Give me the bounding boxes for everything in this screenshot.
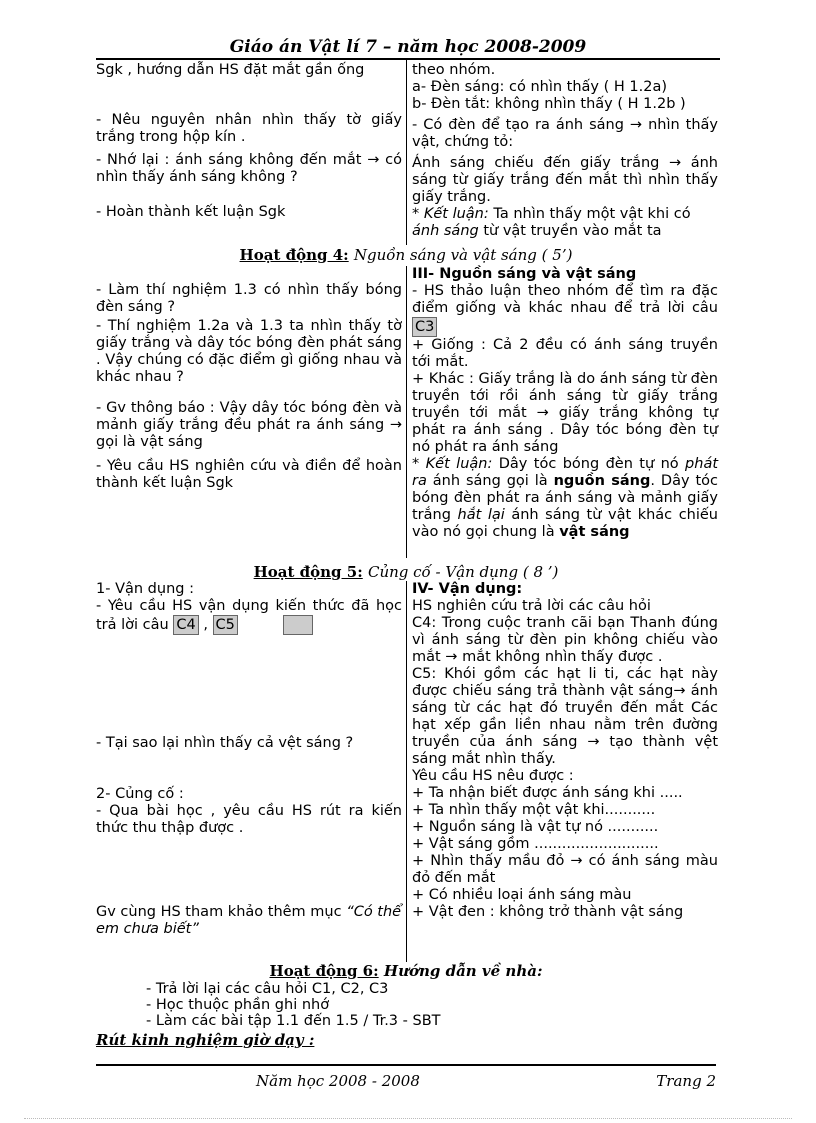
- sec1-left-text: - Hoàn thành kết luận Sgk: [96, 204, 286, 220]
- act4-left-text: - Thí nghiệm 1.2a và 1.3 ta nhìn thấy tờ giấy trắng và dây tóc bóng đèn phát sáng . Vậy chúng có đặc điểm gì giống nhau và khác nhau ?: [96, 318, 402, 385]
- activity-label: Hoạt động 5:: [253, 563, 363, 581]
- act4-right-text: + Khác : Giấy trắng là do ánh sáng từ đèn truyền tới rồi ánh sáng từ giấy trắng truyền tới mắt → giấy trắng không tự phát ra ánh sáng . Dây tóc bóng đèn tự nó phát ra ánh sáng: [412, 371, 718, 455]
- conclusion-label: * Kết luận:: [412, 456, 493, 472]
- act4-left-text: - Làm thí nghiệm 1.3 có nhìn thấy bóng đèn sáng ?: [96, 282, 402, 315]
- lesson-review-label: Rút kinh nghiệm giờ dạy :: [96, 1031, 315, 1049]
- activity-title: Củng cố - Vận dụng ( 8 ’): [367, 563, 559, 581]
- list-item: + Ta nhận biết được ánh sáng khi .....: [412, 785, 683, 801]
- conclusion-italic: hắt lại: [457, 507, 505, 523]
- conclusion-label: * Kết luận:: [412, 206, 489, 222]
- conclusion-text: Dây tóc bóng đèn tự nó: [498, 456, 679, 472]
- separator: ,: [203, 617, 208, 633]
- list-item: + Ta nhìn thấy một vật khi...........: [412, 802, 656, 818]
- homework-item: - Trả lời lại các câu hỏi C1, C2, C3: [146, 981, 389, 997]
- act5-left-text: 1- Vận dụng :: [96, 581, 194, 597]
- conclusion-bold: nguồn sáng: [553, 473, 651, 489]
- lesson-review-heading: [96, 1031, 314, 1049]
- page-bottom-rule: [24, 1118, 792, 1119]
- activity-6-title: [96, 962, 716, 980]
- section-heading: IV- Vận dụng:: [412, 581, 523, 597]
- act5-ask: Yêu cầu HS nêu được :: [412, 768, 574, 784]
- list-item: + Vật sáng gồm ...........................: [412, 836, 659, 852]
- act5-left-text: - Qua bài học , yêu cầu HS rút ra kiến thức thu thập được .: [96, 803, 402, 836]
- column-divider: [406, 266, 407, 558]
- conclusion-italic: phát ra: [412, 456, 719, 489]
- activity-label: Hoạt động 4:: [239, 246, 349, 264]
- page-header: Giáo án Vật lí 7 – năm học 2008-2009: [96, 36, 720, 60]
- act4-right-text: + Giống : Cả 2 đều có ánh sáng truyền tới mắt.: [412, 337, 718, 370]
- sec1-right-text: Ánh sáng chiếu đến giấy trắng → ánh sáng từ giấy trắng đến mắt thì nhìn thấy giấy trắng.: [412, 155, 718, 205]
- conclusion-text: Ta nhìn thấy một vật khi có: [493, 206, 691, 222]
- activity-title: Hướng dẫn về nhà:: [383, 962, 543, 980]
- conclusion-rest: từ vật truyền vào mắt ta: [483, 223, 662, 239]
- act5-right-text: C5: Khói gồm các hạt li ti, các hạt này được chiếu sáng trả thành vật sáng→ ánh sáng từ các hạt đó truyền đến mắt Các hạt xếp gần liền nhau nằm trên đường truyền của ánh sáng → tạo thành vệt sáng mắt nhìn thấy.: [412, 666, 718, 767]
- conclusion-text: . Dây tóc bóng đèn phát ra ánh sáng và mảnh giấy trắng: [412, 473, 718, 523]
- conclusion-text: ánh sáng từ vật khác chiếu vào nó gọi chung là: [412, 507, 719, 540]
- question-box-c3: C3: [412, 317, 437, 337]
- sec1-left-text: - Nêu nguyên nhân nhìn thấy tờ giấy trắng trong hộp kín .: [96, 112, 402, 145]
- list-item: + Vật đen : không trở thành vật sáng: [412, 904, 684, 920]
- activity-5-title: [96, 563, 716, 581]
- section-heading: III- Nguồn sáng và vật sáng: [412, 266, 637, 282]
- sec1-right-text: b- Đèn tắt: không nhìn thấy ( H 1.2b ): [412, 96, 686, 112]
- act5-right-text: HS nghiên cứu trả lời các câu hỏi: [412, 598, 651, 614]
- act4-left-text: - Gv thông báo : Vậy dây tóc bóng đèn và mảnh giấy trắng đều phát ra ánh sáng → gọi là vật sáng: [96, 400, 402, 450]
- act5-left-italic: “Có thể em chưa biết”: [96, 904, 402, 937]
- empty-box: [283, 615, 313, 635]
- footer-year: Năm học 2008 - 2008: [256, 1072, 420, 1090]
- homework-list: [146, 981, 441, 1029]
- column-divider: [406, 581, 407, 962]
- sec1-right-text: - Có đèn để tạo ra ánh sáng → nhìn thấy vật, chứng tỏ:: [412, 117, 718, 150]
- sec1-right-text: theo nhóm.: [412, 62, 496, 78]
- sec1-right: [412, 62, 718, 240]
- sec1-conclusion: [412, 206, 718, 240]
- act4-left-text: - Yêu cầu HS nghiên cứu và điền để hoàn thành kết luận Sgk: [96, 458, 402, 491]
- conclusion-italic: ánh sáng: [412, 223, 479, 239]
- act5-right-text: C4: Trong cuộc tranh cãi bạn Thanh đúng vì ánh sáng từ đèn pin không chiếu vào mắt → mắt không nhìn thấy được .: [412, 615, 718, 665]
- sec1-right-text: a- Đèn sáng: có nhìn thấy ( H 1.2a): [412, 79, 668, 95]
- act5-left-text: Gv cùng HS tham khảo thêm mục: [96, 904, 342, 920]
- list-item: + Có nhiều loại ánh sáng màu: [412, 887, 632, 903]
- conclusion-bold: vật sáng: [559, 524, 630, 540]
- activity-label: Hoạt động 6:: [269, 962, 379, 980]
- sec1-left-text: Sgk , hướng dẫn HS đặt mắt gần ống: [96, 62, 365, 78]
- footer-page: Trang 2: [656, 1072, 716, 1090]
- act4-right-intro: [412, 283, 718, 337]
- column-divider: [406, 60, 407, 245]
- activity-title: Nguồn sáng và vật sáng ( 5’): [353, 246, 573, 264]
- act5-left-text: 2- Củng cố :: [96, 786, 184, 802]
- sec1-left-text: - Nhớ lại : ánh sáng không đến mắt → có nhìn thấy ánh sáng không ?: [96, 152, 402, 185]
- question-box-c4: C4: [173, 615, 198, 635]
- act5-left-text: - Tại sao lại nhìn thấy cả vệt sáng ?: [96, 735, 354, 751]
- act5-left-note: [96, 904, 402, 938]
- act4-right: [412, 266, 718, 541]
- act4-conclusion: [412, 456, 718, 541]
- activity-4-title: [96, 246, 716, 264]
- act5-left-question: [96, 598, 402, 635]
- question-box-c5: C5: [213, 615, 238, 635]
- conclusion-text: ánh sáng gọi là: [432, 473, 548, 489]
- page-footer: [96, 1064, 716, 1090]
- act5-left-text: - Yêu cầu HS vận dụng kiến thức đã học trả lời câu: [96, 598, 402, 633]
- list-item: + Nguồn sáng là vật tự nó ...........: [412, 819, 659, 835]
- intro-text: - HS thảo luận theo nhóm để tìm ra đặc điểm giống và khác nhau để trả lời câu: [412, 283, 718, 316]
- act5-right: [412, 581, 718, 921]
- homework-item: - Làm các bài tập 1.1 đến 1.5 / Tr.3 - SBT: [146, 1013, 441, 1029]
- list-item: + Nhìn thấy mầu đỏ → có ánh sáng màu đỏ đến mắt: [412, 853, 718, 886]
- homework-item: - Học thuộc phần ghi nhớ: [146, 997, 330, 1013]
